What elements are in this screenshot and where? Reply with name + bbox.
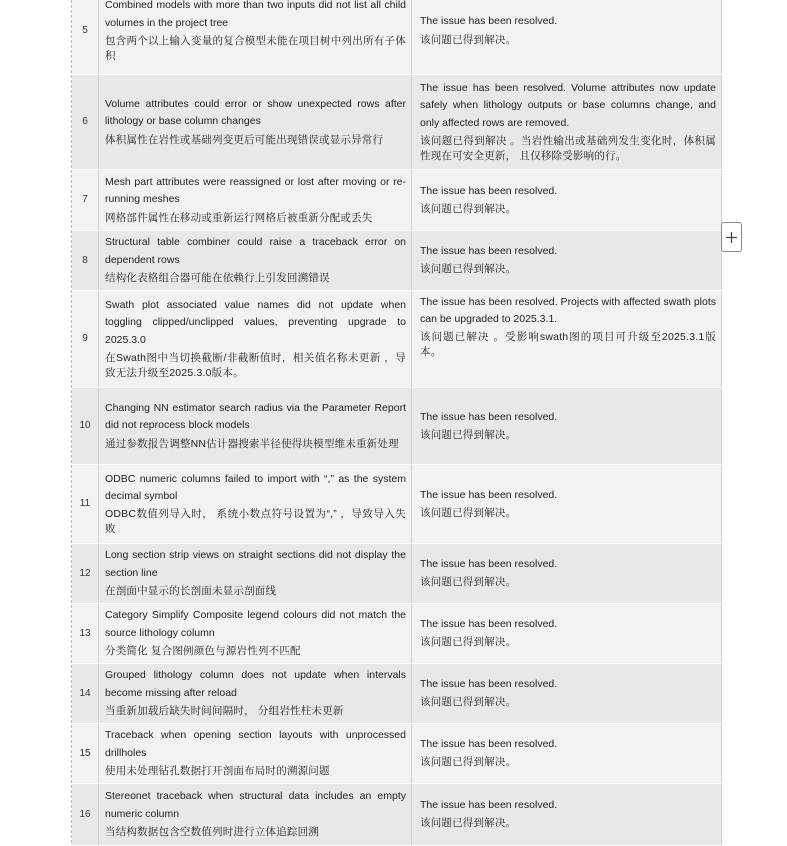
resolution-zh: 该问题已得到解决。 [420, 636, 517, 649]
resolution-zh: 该问题已得到解决。 [420, 506, 517, 519]
issue-description-zh: 在剖面中显示的长剖面未显示剖面线 [105, 585, 277, 598]
row-number: 11 [72, 464, 99, 543]
table-row [72, 290, 722, 387]
resolution-en: The issue has been resolved. Volume attributes now update safely when lithology outputs or base columns change, and only affected rows are removed. [420, 81, 716, 129]
resolution-en: The issue has been resolved. [420, 618, 558, 631]
row-number: 8 [72, 230, 99, 290]
issue-description-zh: 使用未处理钻孔数据打开剖面布局时的溯源问题 [105, 765, 330, 778]
issue-description-en: Volume attributes could error or show unexpected rows after lithology or base column changes [105, 97, 406, 128]
issue-description-zh: 通过参数报告调整NN估计器搜索半径使得块模型维未重新处理 [105, 437, 399, 450]
table-row [72, 387, 722, 464]
issue-description-zh: 包含两个以上输入变量的复合模型未能在项目树中列出所有子体积 [105, 35, 406, 62]
issue-description-en: Category Simplify Composite legend colours did not match the source lithology column [105, 609, 406, 639]
issue-description-en: Combined models with more than two inputs did not list all child volumes in the project tree [105, 0, 406, 29]
row-number: 5 [72, 0, 99, 74]
resolution [412, 603, 722, 663]
issue-description [99, 783, 412, 845]
resolution-zh: 该问题已得到解决。 [420, 33, 517, 46]
row-number: 14 [72, 663, 99, 723]
table-row [72, 663, 722, 723]
issue-description [99, 387, 412, 464]
table-row [72, 464, 722, 543]
issue-description-en: Swath plot associated value names did not update when toggling clipped/unclipped values, preventing upgrade to 2025.3.0 [105, 298, 406, 346]
row-number: 9 [72, 290, 99, 387]
row-number: 12 [72, 543, 99, 603]
issue-description-en: Traceback when opening section layouts with unprocessed drillholes [105, 729, 406, 759]
resolution-en: The issue has been resolved. [420, 245, 558, 258]
resolution [412, 230, 722, 290]
row-number: 10 [72, 387, 99, 464]
table-row [72, 74, 722, 169]
issue-description-en: Mesh part attributes were reassigned or lost after moving or re-running meshes [105, 175, 406, 206]
issue-description-en: Structural table combiner could raise a traceback error on dependent rows [105, 236, 406, 266]
issue-description [99, 0, 412, 74]
resolution-zh: 该问题已得到解决。 [420, 202, 517, 215]
resolution [412, 464, 722, 543]
row-number: 7 [72, 169, 99, 230]
issue-description-zh: 网格部件属性在移动或重新运行网格后被重新分配或丢失 [105, 211, 373, 224]
resolution [412, 169, 722, 230]
table-row [72, 230, 722, 290]
table-row [72, 723, 722, 783]
resolution-zh: 该问题已得到解决。 [420, 263, 517, 276]
table-row [72, 0, 722, 74]
add-row-button[interactable] [721, 222, 742, 252]
resolution-en: The issue has been resolved. [420, 488, 558, 501]
issue-description-zh: 当结构数据包含空数值列时进行立体追踪回溯 [105, 826, 319, 839]
issue-description-en: ODBC numeric columns failed to import with “,” as the system decimal symbol [105, 472, 406, 502]
resolution [412, 0, 722, 74]
resolution [412, 290, 722, 387]
issue-description [99, 723, 412, 783]
issue-description-zh: 当重新加载后缺失时间间隔时， 分组岩性柱未更新 [105, 705, 344, 718]
issue-description [99, 74, 412, 169]
table-row [72, 783, 722, 845]
resolution [412, 723, 722, 783]
plus-icon [726, 232, 737, 243]
issue-description-zh: 体积属性在岩性或基础列变更后可能出现错误或显示异常行 [105, 133, 384, 146]
resolution-zh: 该问题已得到解决。 [420, 576, 517, 589]
resolution-zh: 该问题已得到解决。 [420, 428, 517, 441]
issue-description [99, 464, 412, 543]
resolution-en: The issue has been resolved. Projects with affected swath plots can be upgraded to 2025.3.1. [420, 295, 716, 325]
issue-description [99, 230, 412, 290]
row-number: 6 [72, 74, 99, 169]
issue-description [99, 169, 412, 230]
issue-description-zh: 分类简化 复合图例颜色与源岩性列不匹配 [105, 645, 301, 658]
resolution-en: The issue has been resolved. [420, 410, 558, 423]
issue-description-en: Stereonet traceback when structural data includes an empty numeric column [105, 790, 406, 820]
resolution-en: The issue has been resolved. [420, 678, 558, 691]
row-number: 13 [72, 603, 99, 663]
issue-description [99, 543, 412, 603]
resolution [412, 543, 722, 603]
release-notes-table [72, 0, 722, 846]
resolution-en: The issue has been resolved. [420, 799, 558, 812]
resolution [412, 387, 722, 464]
resolution-en: The issue has been resolved. [420, 738, 558, 751]
resolution [412, 663, 722, 723]
table-row [72, 603, 722, 663]
resolution-zh: 该问题已得到解决。 [420, 756, 517, 769]
issue-description [99, 290, 412, 387]
row-number: 15 [72, 723, 99, 783]
issue-description-en: Changing NN estimator search radius via the Parameter Report did not reprocess block models [105, 401, 406, 432]
resolution [412, 74, 722, 169]
resolution-zh: 该问题已得到解决。 [420, 696, 517, 709]
issue-description [99, 663, 412, 723]
issue-description-zh: 在Swath图中当切换截断/非截断值时，相关值名称未更新 ，导致无法升级至2025.3.0版本。 [105, 352, 406, 379]
issue-description-en: Long section strip views on straight sections did not display the section line [105, 549, 406, 579]
resolution-zh: 该问题已得到解决 。当岩性输出或基础列发生变化时，体积属性现在可安全更新， 且仅移除受影响的行。 [420, 135, 716, 162]
issue-description [99, 603, 412, 663]
resolution-zh: 该问题已解决 。受影响swath图的项目可升级至2025.3.1版本。 [420, 331, 716, 358]
resolution [412, 783, 722, 845]
resolution-zh: 该问题已得到解决。 [420, 817, 517, 830]
table-row [72, 169, 722, 230]
issue-description-en: Grouped lithology column does not update when intervals become missing after reload [105, 669, 406, 699]
resolution-en: The issue has been resolved. [420, 558, 558, 571]
resolution-en: The issue has been resolved. [420, 15, 558, 28]
row-number: 16 [72, 783, 99, 845]
issue-description-zh: ODBC数值列导入时， 系统小数点符号设置为“,” ，导致导入失败 [105, 508, 406, 535]
table-row [72, 543, 722, 603]
resolution-en: The issue has been resolved. [420, 184, 558, 197]
issue-description-zh: 结构化表格组合器可能在依赖行上引发回溯错误 [105, 272, 330, 285]
